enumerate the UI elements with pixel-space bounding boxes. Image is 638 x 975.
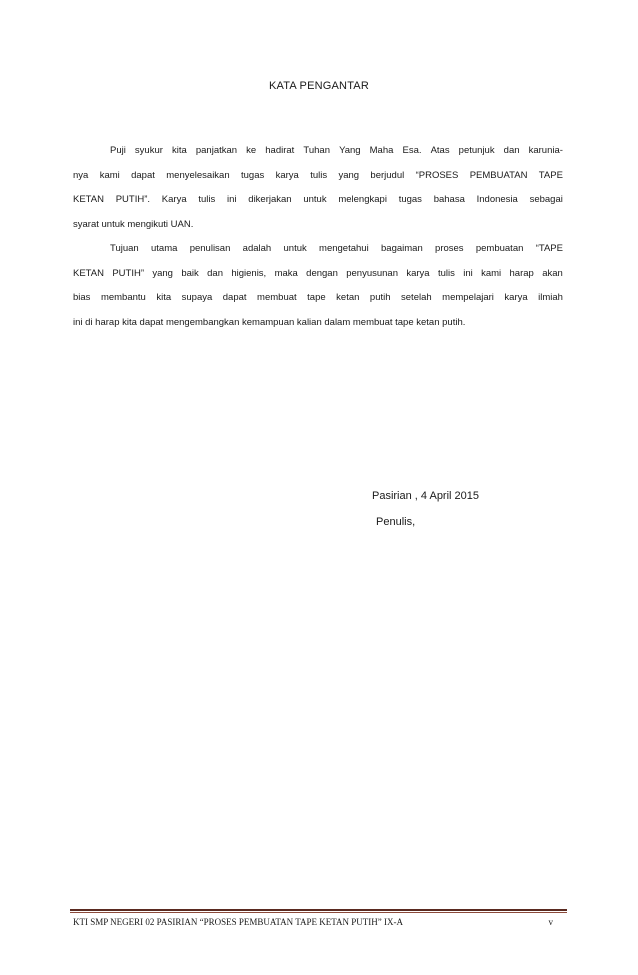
word: PUTIH”.: [115, 194, 151, 205]
page-title: KATA PENGANTAR: [269, 80, 369, 92]
word: tugas: [240, 169, 265, 181]
word: tugas: [398, 194, 422, 205]
word: dapat: [222, 292, 247, 303]
word: “PROSES: [415, 169, 459, 181]
place-date: Pasirian , 4 April 2015: [372, 490, 480, 502]
word: tulis: [437, 267, 455, 279]
paragraph-2: [73, 237, 563, 335]
word: Yang: [339, 145, 361, 156]
word: penulisan: [189, 243, 231, 254]
paragraph-line: [73, 286, 563, 311]
word: kami: [481, 267, 502, 279]
word: adalah: [242, 243, 272, 254]
word: dapat: [131, 169, 155, 181]
word: karya: [406, 267, 430, 279]
word: tulis: [310, 169, 328, 181]
word: Esa.: [402, 145, 422, 156]
word: kami: [99, 169, 120, 181]
word: mengetahui: [319, 243, 369, 254]
word: baik: [181, 267, 199, 279]
word: dan: [207, 267, 223, 279]
word: petunjuk: [458, 145, 495, 156]
word: untuk: [303, 194, 327, 205]
word: mempelajari: [442, 292, 494, 303]
word: Indonesia: [476, 194, 518, 205]
paragraph-1: [73, 139, 563, 237]
word: maka: [274, 267, 298, 279]
word: Maha: [369, 145, 394, 156]
author-label: Penulis,: [376, 516, 416, 528]
word: putih: [369, 292, 391, 303]
paragraph-line: [73, 188, 563, 213]
word: Karya: [161, 194, 187, 205]
word: karya: [275, 169, 299, 181]
word: proses: [435, 243, 464, 254]
paragraph-line: [73, 164, 563, 189]
word: penyusunan: [346, 267, 398, 279]
word: ini: [227, 194, 237, 205]
paragraph-line: [73, 262, 563, 287]
word: melengkapi: [338, 194, 387, 205]
word: membuat: [257, 292, 297, 303]
word: yang: [152, 267, 173, 279]
word: Puji: [110, 145, 126, 156]
word: ke: [246, 145, 257, 156]
body-text: [73, 139, 563, 335]
paragraph-line: ini di harap kita dapat mengembangkan kemampuan kalian dalam membuat tape ketan putih.: [73, 316, 466, 328]
word: nya: [73, 169, 89, 181]
word: tulis: [198, 194, 216, 205]
word: syukur: [134, 145, 163, 156]
word: TAPE: [538, 169, 563, 181]
paragraph-line: [73, 237, 563, 262]
word: karya: [504, 292, 528, 303]
word: pembuatan: [475, 243, 524, 254]
word: KETAN: [73, 194, 104, 205]
signature-block: [372, 483, 479, 535]
footer-divider: [70, 909, 567, 911]
footer-divider-thin: [70, 912, 567, 913]
paragraph-line: [73, 139, 563, 164]
word: dan: [503, 145, 520, 156]
word: hadirat: [265, 145, 295, 156]
word: bahasa: [433, 194, 465, 205]
word: “TAPE: [535, 243, 563, 254]
word: menyelesaikan: [166, 169, 230, 181]
word: kita: [171, 145, 187, 156]
word: harap: [509, 267, 534, 279]
word: tape: [307, 292, 326, 303]
word: sebagai: [529, 194, 563, 205]
word: panjatkan: [195, 145, 238, 156]
word: berjudul: [370, 169, 405, 181]
word: higienis,: [231, 267, 267, 279]
footer-text: KTI SMP NEGERI 02 PASIRIAN “PROSES PEMBUATAN TAPE KETAN PUTIH” IX-A: [73, 917, 404, 927]
word: Tuhan: [303, 145, 330, 156]
word: PUTIH”: [112, 267, 144, 279]
word: untuk: [283, 243, 307, 254]
word: ketan: [336, 292, 360, 303]
word: membantu: [100, 292, 146, 303]
paragraph-line: syarat untuk mengikuti UAN.: [73, 218, 194, 230]
word: setelah: [401, 292, 432, 303]
word: Tujuan: [110, 243, 139, 254]
word: utama: [151, 243, 178, 254]
word: KETAN: [73, 267, 104, 279]
page-number: v: [548, 917, 553, 927]
word: supaya: [181, 292, 213, 303]
word: akan: [542, 267, 563, 279]
word: yang: [338, 169, 360, 181]
word: ini: [463, 267, 473, 279]
word: bias: [73, 292, 91, 303]
word: dikerjakan: [248, 194, 292, 205]
word: ilmiah: [538, 292, 563, 303]
page-footer: [73, 917, 553, 927]
word: kita: [156, 292, 172, 303]
word: karunia-: [528, 145, 563, 156]
word: Atas: [430, 145, 450, 156]
word: PEMBUATAN: [469, 169, 528, 181]
word: dengan: [306, 267, 338, 279]
word: bagaiman: [381, 243, 423, 254]
